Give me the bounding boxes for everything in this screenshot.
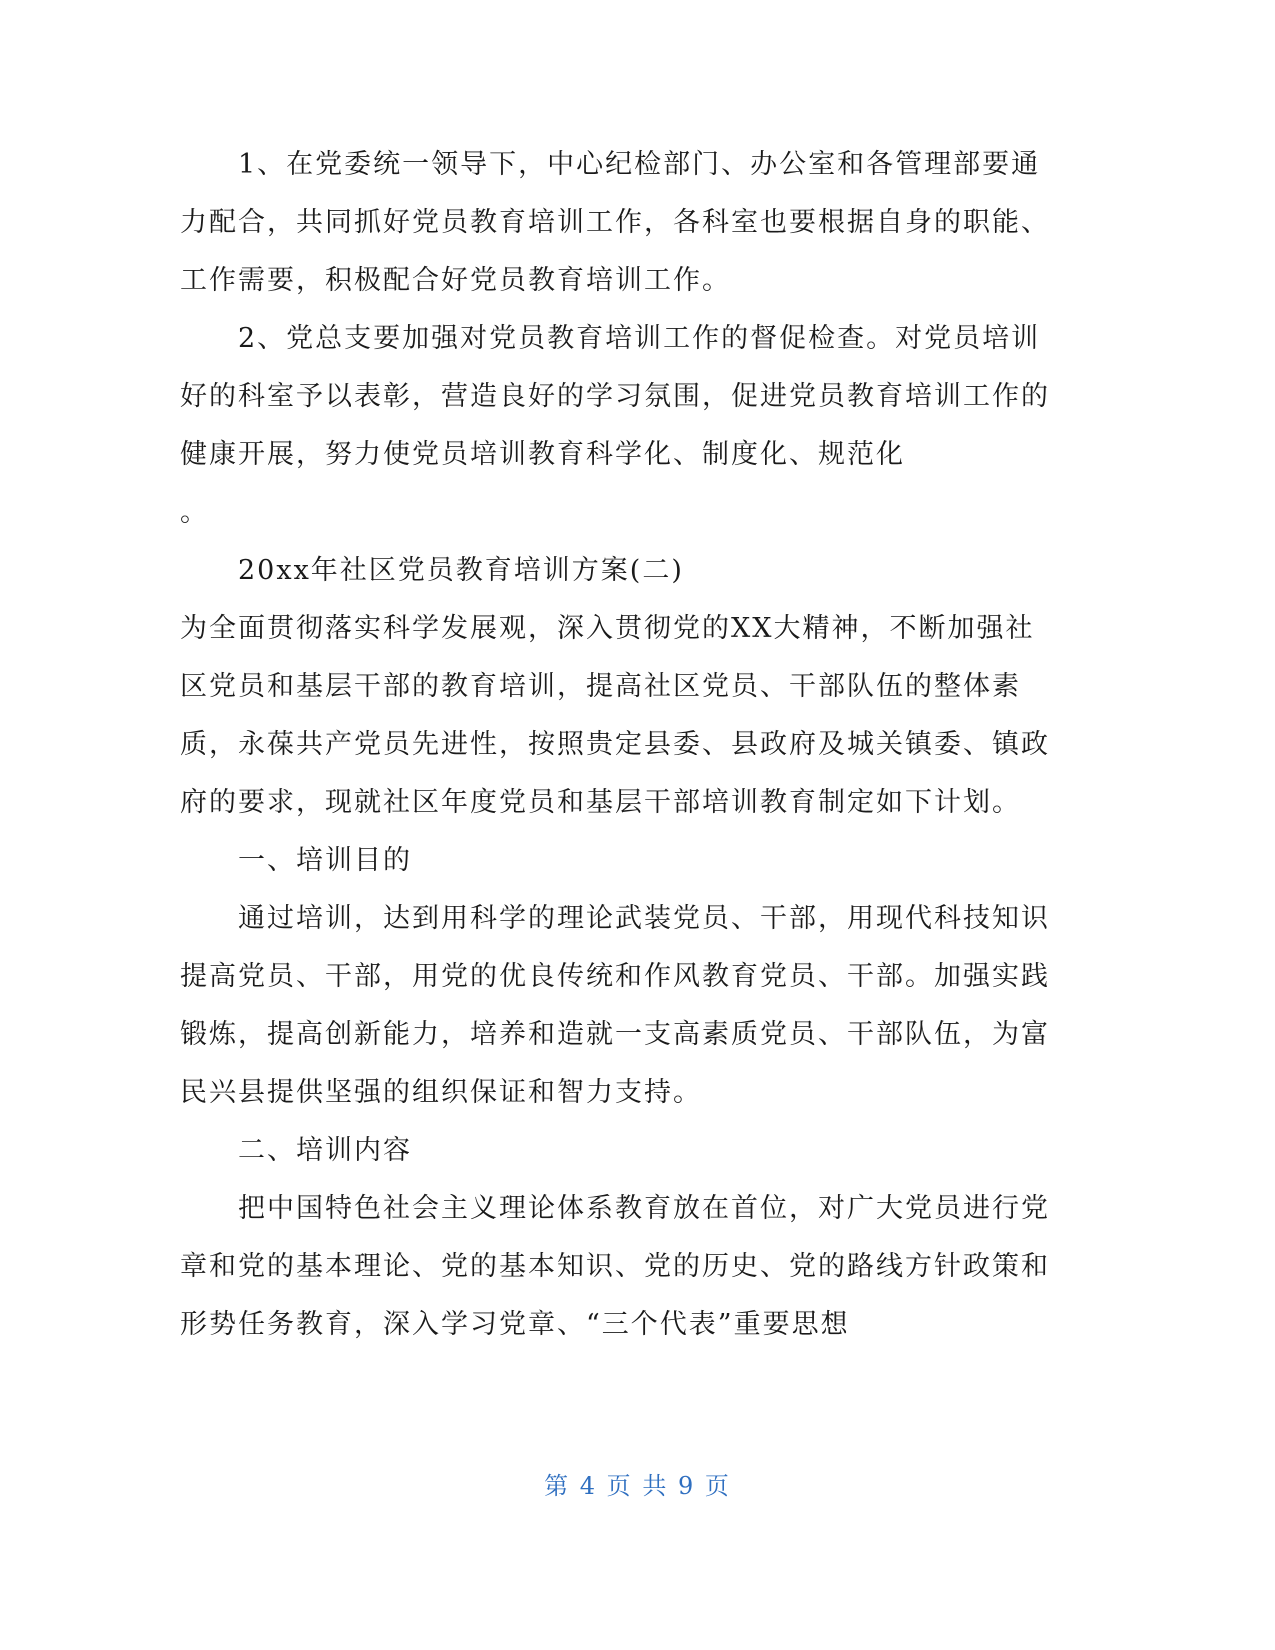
- heading-training-content: 二、培训内容: [238, 1135, 412, 1166]
- document-body: [180, 136, 1050, 1354]
- paragraph-item-2: 2、党总支要加强对党员教育培训工作的督促检查。对党员培训好的科室予以表彰，营造良好的学习氛围，促进党员教育培训工作的健康开展，努力使党员培训教育科学化、制度化、规范化: [180, 323, 1050, 470]
- page-footer: [0, 1466, 1275, 1501]
- intro-paragraph: 为全面贯彻落实科学发展观，深入贯彻党的XX大精神，不断加强社区党员和基层干部的教育培训，提高社区党员、干部队伍的整体素质，永葆共产党员先进性，按照贵定县委、县政府及城关镇委、镇政府的要求，现就社区年度党员和基层干部培训教育制定如下计划。: [180, 613, 1050, 818]
- footer-total-pages: 9: [677, 1472, 696, 1500]
- paragraph-item-2-end: 。: [180, 497, 209, 528]
- footer-suffix: 页: [704, 1472, 731, 1500]
- footer-prefix: 第: [544, 1472, 571, 1500]
- paragraph-training-purpose: 通过培训，达到用科学的理论武装党员、干部，用现代科技知识提高党员、干部，用党的优良传统和作风教育党员、干部。加强实践锻炼，提高创新能力，培养和造就一支高素质党员、干部队伍，为富民兴县提供坚强的组织保证和智力支持。: [180, 903, 1050, 1108]
- footer-current-page: 4: [579, 1472, 598, 1500]
- section-title: 20xx年社区党员教育培训方案(二): [238, 555, 684, 586]
- paragraph-training-content: 把中国特色社会主义理论体系教育放在首位，对广大党员进行党章和党的基本理论、党的基本知识、党的历史、党的路线方针政策和形势任务教育，深入学习党章、“三个代表”重要思想: [180, 1193, 1050, 1340]
- heading-training-purpose: 一、培训目的: [238, 845, 412, 876]
- footer-page-word: 页: [606, 1472, 633, 1500]
- paragraph-item-1: 1、在党委统一领导下，中心纪检部门、办公室和各管理部要通力配合，共同抓好党员教育培训工作，各科室也要根据自身的职能、工作需要，积极配合好党员教育培训工作。: [180, 149, 1050, 296]
- footer-total-word: 共: [642, 1472, 669, 1500]
